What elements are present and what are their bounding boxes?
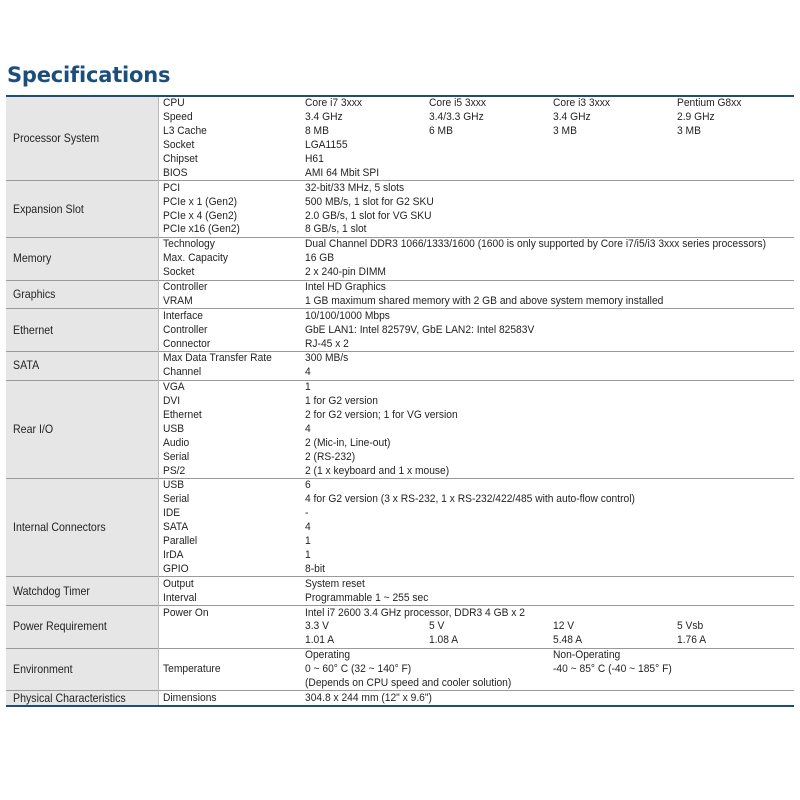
spec-value — [302, 606, 794, 620]
spec-item-label-text: USB — [162, 422, 184, 435]
spec-value-text: Non-Operating — [553, 649, 621, 662]
category-label-text: Physical Characteristics — [13, 690, 126, 705]
spec-value-text: 1.76 A — [677, 634, 707, 647]
spec-item-label — [158, 366, 302, 380]
spec-value — [302, 153, 794, 167]
spec-value — [302, 337, 794, 351]
spec-value-text: 8-bit — [305, 562, 325, 575]
spec-item-label-text: CPU — [162, 97, 185, 110]
spec-value-text: 2 x 240-pin DIMM — [305, 266, 386, 279]
spec-row — [6, 380, 794, 394]
spec-value-text: 16 GB — [305, 252, 335, 265]
spec-item-label — [158, 309, 302, 323]
spec-value-text: 4 — [305, 422, 311, 435]
spec-item-label — [158, 266, 302, 280]
spec-item-label — [158, 677, 302, 691]
spec-item-label — [158, 153, 302, 167]
category-label — [6, 479, 158, 577]
spec-value — [550, 125, 674, 139]
spec-item-label-text: Output — [162, 577, 194, 590]
spec-item-label — [158, 352, 302, 366]
spec-item-label — [158, 450, 302, 464]
spec-item-label-text: PCIe x 4 (Gen2) — [162, 209, 237, 222]
spec-value — [550, 96, 674, 111]
spec-item-label — [158, 280, 302, 294]
spec-item-label — [158, 479, 302, 493]
spec-value — [302, 648, 550, 662]
spec-value-text: Core i3 3xxx — [553, 97, 610, 110]
category-label-text: Power Requirement — [13, 619, 107, 634]
spec-value — [302, 409, 794, 423]
spec-item-label-text: PS/2 — [162, 464, 185, 477]
spec-value-text: 6 — [305, 479, 311, 492]
spec-value — [302, 436, 794, 450]
spec-value — [550, 111, 674, 125]
spec-value-text: Intel HD Graphics — [305, 281, 386, 294]
spec-item-label-text: BIOS — [162, 166, 188, 179]
spec-value-text: 2 (1 x keyboard and 1 x mouse) — [305, 464, 450, 477]
spec-item-label-text: Ethernet — [162, 409, 202, 422]
spec-item-label — [158, 380, 302, 394]
spec-value — [302, 181, 794, 195]
spec-value-text: 5 V — [429, 620, 445, 633]
spec-value — [426, 125, 550, 139]
spec-item-label-text: Chipset — [162, 153, 198, 165]
spec-item-label-text: DVI — [162, 395, 180, 408]
spec-value — [302, 223, 794, 237]
spec-value-text: Core i5 3xxx — [429, 97, 486, 110]
spec-item-label — [158, 606, 302, 620]
spec-value — [302, 677, 794, 691]
spec-value — [550, 663, 794, 677]
spec-item-label-text: Socket — [162, 139, 194, 152]
spec-value-text: 1 — [305, 548, 311, 561]
category-label-text: Watchdog Timer — [13, 583, 90, 598]
spec-value — [302, 521, 794, 535]
spec-item-label — [158, 620, 302, 634]
spec-value — [302, 352, 794, 366]
category-label-text: Ethernet — [13, 322, 54, 337]
spec-value-text: 304.8 x 244 mm (12" x 9.6") — [305, 691, 432, 704]
spec-item-label-text: PCIe x16 (Gen2) — [162, 223, 240, 236]
spec-value-text: 3.4 GHz — [305, 111, 343, 124]
spec-value-text: - — [305, 507, 309, 520]
spec-value — [302, 252, 794, 266]
spec-value-text: 2.0 GB/s, 1 slot for VG SKU — [305, 209, 432, 222]
spec-item-label — [158, 464, 302, 478]
spec-value — [302, 237, 794, 251]
spec-row — [6, 96, 794, 111]
spec-value-text: 1 GB maximum shared memory with 2 GB and above system memory installed — [305, 294, 664, 307]
spec-value-text: (Depends on CPU speed and cooler solution) — [305, 676, 512, 689]
page-title: Specifications — [7, 63, 171, 87]
spec-item-label — [158, 422, 302, 436]
spec-item-label-text: SATA — [162, 521, 188, 534]
category-label — [6, 577, 158, 606]
spec-value-text: 1 — [305, 381, 311, 394]
spec-value — [302, 493, 794, 507]
spec-row — [6, 606, 794, 620]
spec-item-label-text: Channel — [162, 366, 201, 379]
spec-item-label-text: Interface — [162, 309, 203, 322]
spec-item-label — [158, 663, 302, 677]
spec-value-text: 3 MB — [553, 125, 577, 138]
spec-value — [302, 323, 794, 337]
category-label-text: Internal Connectors — [13, 520, 106, 535]
spec-item-label-text: Parallel — [162, 535, 197, 548]
spec-item-label-text: Controller — [162, 281, 207, 294]
spec-value-text: 1 — [305, 535, 311, 548]
spec-value-text: 12 V — [553, 620, 575, 633]
spec-item-label-text: Max Data Transfer Rate — [162, 352, 272, 365]
spec-value-text: 3 MB — [677, 125, 701, 138]
spec-item-label-text: Technology — [162, 238, 215, 251]
spec-item-label-text: USB — [162, 479, 184, 492]
spec-value — [302, 663, 550, 677]
spec-value — [550, 634, 674, 648]
spec-item-label — [158, 691, 302, 706]
spec-item-label — [158, 195, 302, 209]
spec-item-label-text: Serial — [162, 450, 189, 463]
spec-value-text: 1 for G2 version — [305, 395, 378, 408]
spec-item-label — [158, 125, 302, 139]
spec-item-label-text: VRAM — [162, 294, 193, 307]
spec-row — [6, 280, 794, 294]
category-label — [6, 352, 158, 381]
spec-value-text: System reset — [305, 577, 365, 590]
spec-value — [302, 634, 426, 648]
spec-row — [6, 181, 794, 195]
spec-item-label — [158, 521, 302, 535]
spec-value-text: Pentium G8xx — [677, 97, 742, 110]
spec-value — [302, 591, 794, 605]
spec-value — [426, 96, 550, 111]
category-label-text: Environment — [13, 662, 73, 677]
spec-value — [302, 479, 794, 493]
spec-row — [6, 479, 794, 493]
category-label-text: Graphics — [13, 286, 56, 301]
spec-value — [674, 125, 794, 139]
spec-value-text: 1.01 A — [305, 634, 335, 647]
spec-value-text: 2 (Mic-in, Line-out) — [305, 436, 391, 449]
spec-value — [302, 395, 794, 409]
spec-value-text: 4 — [305, 521, 311, 534]
category-label-text: Memory — [13, 251, 52, 266]
spec-value-text: 0 ~ 60° C (32 ~ 140° F) — [305, 663, 412, 676]
spec-item-label — [158, 111, 302, 125]
spec-value — [426, 111, 550, 125]
spec-item-label — [158, 96, 302, 111]
spec-value — [302, 620, 426, 634]
spec-item-label — [158, 591, 302, 605]
spec-item-label-text: VGA — [162, 381, 185, 394]
spec-item-label — [158, 237, 302, 251]
spec-value — [302, 111, 426, 125]
spec-value-text: 500 MB/s, 1 slot for G2 SKU — [305, 195, 434, 208]
spec-value — [302, 366, 794, 380]
spec-value — [302, 577, 794, 591]
spec-value-text: Core i7 3xxx — [305, 97, 362, 110]
category-label — [6, 606, 158, 649]
spec-item-label-text: Serial — [162, 493, 189, 506]
spec-item-label-text: Controller — [162, 323, 207, 336]
spec-row — [6, 691, 794, 706]
spec-value — [674, 620, 794, 634]
category-label — [6, 380, 158, 478]
spec-value — [302, 209, 794, 223]
spec-item-label — [158, 337, 302, 351]
spec-value-text: 3.4/3.3 GHz — [429, 111, 484, 124]
spec-value — [550, 648, 794, 662]
spec-item-label-text: PCI — [162, 181, 180, 194]
spec-item-label — [158, 223, 302, 237]
spec-item-label — [158, 323, 302, 337]
spec-value-text: -40 ~ 85° C (-40 ~ 185° F) — [553, 663, 672, 676]
category-label-text: Processor System — [13, 131, 100, 146]
spec-value — [302, 549, 794, 563]
spec-value — [302, 691, 794, 706]
spec-row — [6, 648, 794, 662]
category-label-text: Expansion Slot — [13, 201, 84, 216]
spec-value-text: 8 GB/s, 1 slot — [305, 223, 367, 236]
spec-value-text: 3.4 GHz — [553, 111, 591, 124]
spec-value — [302, 450, 794, 464]
spec-row — [6, 309, 794, 323]
spec-value — [302, 309, 794, 323]
spec-value — [302, 562, 794, 576]
spec-value-text: 8 MB — [305, 125, 329, 138]
category-label-text: Rear I/O — [13, 421, 54, 436]
spec-item-label — [158, 634, 302, 648]
spec-value — [302, 195, 794, 209]
category-label — [6, 309, 158, 352]
spec-value-text: 4 for G2 version (3 x RS-232, 1 x RS-232/422/485 with auto-flow control) — [305, 493, 635, 506]
spec-value — [302, 125, 426, 139]
spec-value-text: GbE LAN1: Intel 82579V, GbE LAN2: Intel 82583V — [305, 323, 535, 336]
spec-item-label-text: PCIe x 1 (Gen2) — [162, 195, 237, 208]
spec-value-text: 5 Vsb — [677, 620, 704, 633]
spec-value-text: Operating — [305, 649, 351, 662]
spec-item-label — [158, 507, 302, 521]
spec-value — [302, 280, 794, 294]
spec-item-label — [158, 648, 302, 662]
spec-value-text: Intel i7 2600 3.4 GHz processor, DDR3 4 GB x 2 — [305, 606, 525, 619]
spec-item-label — [158, 535, 302, 549]
spec-value-text: 2 (RS-232) — [305, 450, 356, 463]
spec-value — [674, 111, 794, 125]
spec-item-label-text: Connector — [162, 337, 210, 350]
category-label — [6, 648, 158, 691]
spec-value-text: 6 MB — [429, 125, 453, 138]
spec-value-text: 10/100/1000 Mbps — [305, 309, 390, 322]
spec-item-label-text: GPIO — [162, 562, 189, 575]
spec-item-label — [158, 395, 302, 409]
category-label — [6, 280, 158, 309]
spec-item-label-text: Audio — [162, 436, 189, 449]
spec-value-text: 5.48 A — [553, 634, 583, 647]
spec-item-label-text: Temperature — [162, 663, 221, 676]
spec-row — [6, 352, 794, 366]
spec-row — [6, 237, 794, 251]
spec-item-label — [158, 139, 302, 153]
spec-item-label — [158, 562, 302, 576]
specifications-table-body — [6, 96, 794, 706]
spec-value-text: 1.08 A — [429, 634, 459, 647]
spec-value — [302, 535, 794, 549]
spec-value-text: Dual Channel DDR3 1066/1333/1600 (1600 is only supported by Core i7/i5/i3 3xxx series processors) — [305, 238, 767, 251]
spec-value — [674, 96, 794, 111]
spec-value-text: 4 — [305, 366, 311, 379]
spec-value-text: H61 — [305, 153, 324, 165]
spec-item-label-text: Power On — [162, 606, 209, 619]
spec-item-label-text: Dimensions — [162, 691, 217, 704]
spec-item-label — [158, 166, 302, 180]
spec-item-label — [158, 294, 302, 308]
category-label — [6, 181, 158, 238]
spec-item-label — [158, 409, 302, 423]
spec-value — [550, 620, 674, 634]
spec-row — [6, 577, 794, 591]
spec-item-label — [158, 493, 302, 507]
spec-value — [302, 266, 794, 280]
category-label — [6, 691, 158, 706]
spec-item-label-text: Max. Capacity — [162, 252, 228, 265]
spec-value — [426, 620, 550, 634]
spec-item-label — [158, 436, 302, 450]
spec-value — [302, 294, 794, 308]
category-label-text: SATA — [13, 358, 40, 373]
specifications-table — [6, 95, 794, 707]
spec-value-text: 2 for G2 version; 1 for VG version — [305, 409, 458, 422]
spec-value-text: 300 MB/s — [305, 352, 349, 365]
spec-item-label-text: L3 Cache — [162, 125, 207, 138]
spec-item-label — [158, 577, 302, 591]
spec-item-label — [158, 181, 302, 195]
spec-value — [302, 380, 794, 394]
spec-value — [302, 139, 794, 153]
spec-value-text: 3.3 V — [305, 620, 329, 633]
spec-item-label-text: Interval — [162, 591, 197, 604]
spec-value — [426, 634, 550, 648]
spec-value — [302, 422, 794, 436]
spec-item-label-text: IDE — [162, 507, 180, 520]
spec-value-text: 2.9 GHz — [677, 111, 715, 124]
category-label — [6, 96, 158, 181]
spec-item-label — [158, 252, 302, 266]
spec-value — [302, 507, 794, 521]
spec-value-text: RJ-45 x 2 — [305, 337, 349, 350]
spec-item-label-text: IrDA — [162, 548, 184, 561]
spec-value-text: 32-bit/33 MHz, 5 slots — [305, 181, 405, 194]
spec-value — [674, 634, 794, 648]
spec-value — [302, 166, 794, 180]
spec-value-text: Programmable 1 ~ 255 sec — [305, 591, 429, 604]
spec-value-text: AMI 64 Mbit SPI — [305, 166, 380, 179]
spec-item-label — [158, 209, 302, 223]
category-label — [6, 237, 158, 280]
spec-value — [302, 464, 794, 478]
spec-item-label-text: Socket — [162, 266, 194, 279]
spec-value — [302, 96, 426, 111]
spec-item-label — [158, 549, 302, 563]
spec-item-label-text: Speed — [162, 111, 193, 124]
spec-value-text: LGA1155 — [305, 139, 348, 152]
